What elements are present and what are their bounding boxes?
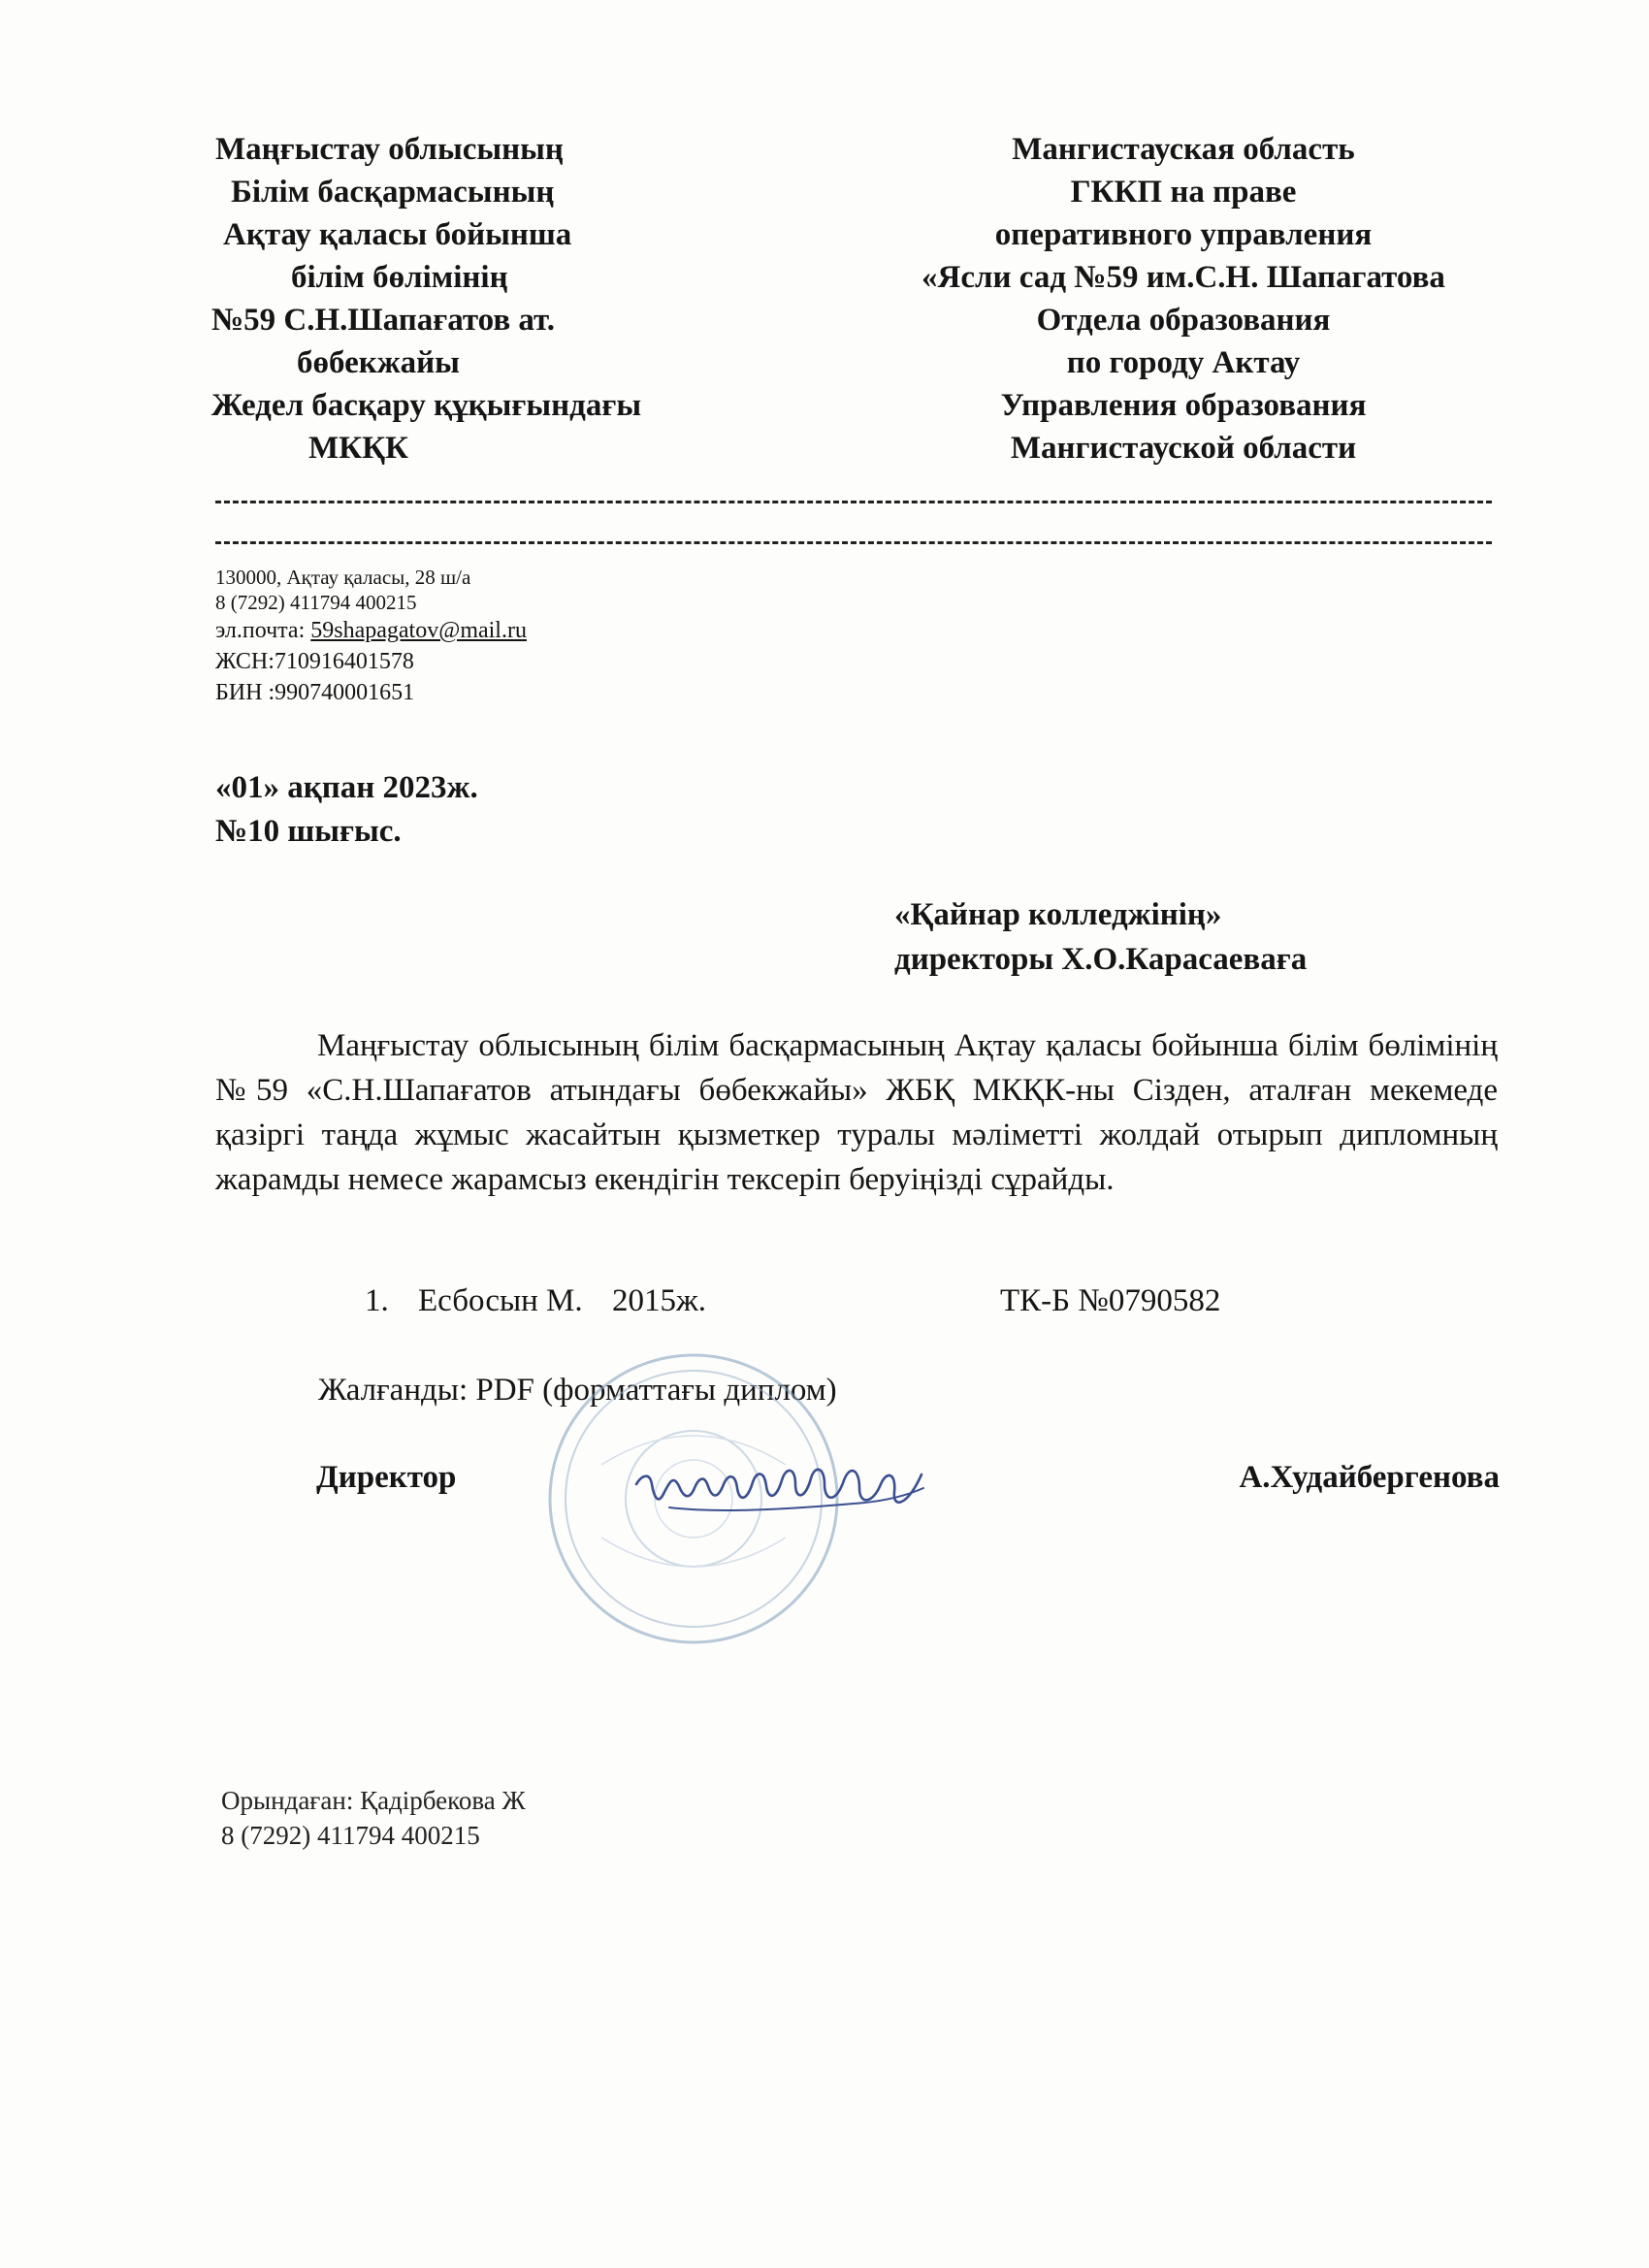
executor-name: Орындаған: Қадірбекова Ж — [221, 1786, 526, 1815]
addressee-block — [894, 892, 1307, 982]
header-left-line: №59 С.Н.Шапағатов ат. — [211, 303, 556, 338]
header-right-line: ГККП на праве — [1070, 175, 1297, 210]
header-right-line: Мангистауская область — [1012, 132, 1355, 167]
header-right-line: «Ясли сад №59 им.С.Н. Шапагатова — [922, 260, 1445, 295]
handwritten-signature — [630, 1445, 931, 1533]
contact-email-row — [215, 615, 527, 646]
list-item-name: Есбосын М. — [418, 1283, 583, 1318]
body-paragraph: Маңғыстау облысының білім басқармасының Ақтау қаласы бойынша білім бөлімінің №59 «С.Н.Шапағатов атындағы бөбекжайы» ЖБҚ МКҚК-ны Сізден, аталған мекемеде қазіргі таңда жұмыс жасайтын қызметкер туралы мәліметті жолдай отырып дипломның жарамды немесе жарамсыз екендігін тексеріп беруіңізді сұрайды. — [215, 1028, 1498, 1197]
header-left-line: білім бөлімінің — [291, 260, 508, 295]
header-right-line: Отдела образования — [1036, 303, 1331, 338]
contact-email-link[interactable]: 59shapagatov@mail.ru — [310, 618, 527, 643]
header-left-kazakh — [211, 128, 735, 470]
outgoing-date: «01» ақпан 2023ж. — [215, 770, 478, 805]
header-left-line: Жедел басқару құқығындағы — [211, 388, 642, 423]
header-left-line: Ақтау қаласы бойынша — [223, 217, 572, 252]
header-left-line: Білім басқармасының — [231, 175, 555, 210]
header-right-line: оперативного управления — [994, 217, 1373, 252]
header-right-line: по городу Актау — [1066, 345, 1301, 380]
header-left-line: бөбекжайы — [297, 345, 460, 380]
list-item-year: 2015ж. — [612, 1283, 707, 1318]
attachment-note: Жалғанды: PDF (форматтағы диплом) — [318, 1373, 837, 1408]
header-right-line: Мангистауской области — [1010, 431, 1357, 466]
list-item-diploma: ТК-Б №0790582 — [1000, 1283, 1221, 1318]
contact-email-label: эл.почта: — [215, 618, 311, 643]
outgoing-number: №10 шығыс. — [215, 814, 402, 849]
header-left-line: МКҚК — [308, 431, 408, 466]
header-left-line: Маңғыстау облысының — [215, 132, 564, 167]
executor-block — [221, 1783, 526, 1853]
header-right-line: Управления образования — [1000, 388, 1367, 423]
signatory-title: Директор — [316, 1460, 457, 1495]
contact-jsn: ЖСН:710916401578 — [215, 649, 414, 674]
contact-block — [215, 565, 527, 708]
signatory-name: А.Худайбергенова — [1239, 1460, 1500, 1495]
addressee-line: «Қайнар колледжінің» — [894, 897, 1222, 932]
contact-phone: 8 (7292) 411794 400215 — [215, 591, 417, 614]
contact-address: 130000, Ақтау қаласы, 28 ш/а — [215, 566, 471, 589]
list-item-number: 1. — [365, 1283, 389, 1318]
dashed-separator-bottom — [215, 541, 1492, 544]
outgoing-block — [215, 766, 478, 854]
addressee-line: директоры Х.О.Карасаеваға — [894, 942, 1308, 977]
header-right-russian — [834, 128, 1533, 470]
contact-bin: БИН :990740001651 — [215, 680, 415, 705]
executor-phone: 8 (7292) 411794 400215 — [221, 1821, 480, 1850]
dashed-separator-top — [215, 501, 1492, 503]
